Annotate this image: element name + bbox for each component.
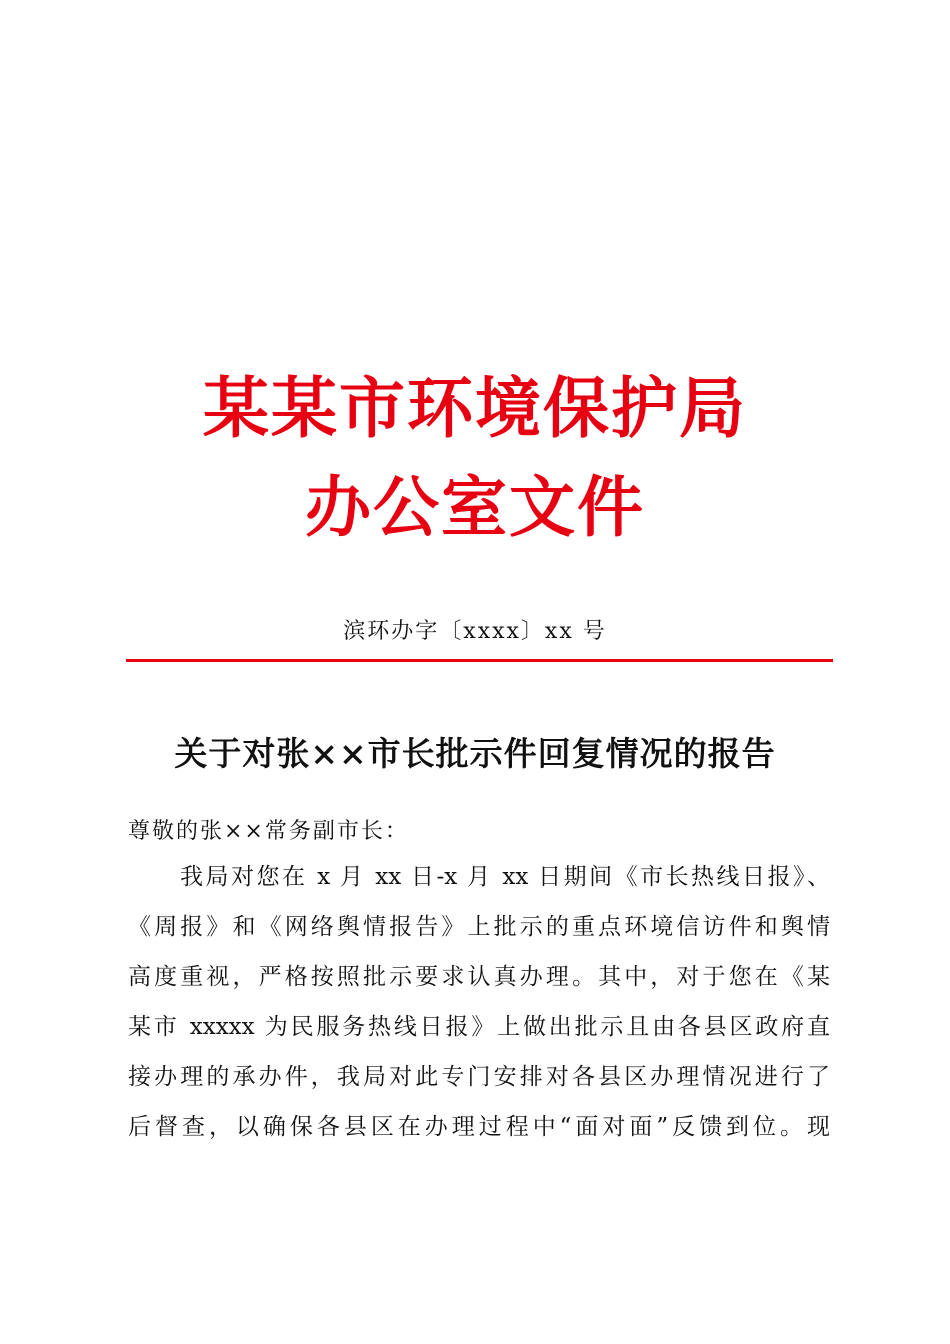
report-title: 关于对张××市长批示件回复情况的报告 — [174, 734, 776, 773]
body-line: 某市 xxxxx 为民服务热线日报》上做出批示且由各县区政府直 — [128, 1014, 830, 1040]
body-line: 接办理的承办件，我局对此专门安排对各县区办理情况进行了 — [128, 1064, 830, 1090]
salutation: 尊敬的张××常务副市长： — [128, 819, 409, 844]
document-number: 滨环办字〔xxxx〕xx 号 — [343, 619, 607, 644]
red-divider — [126, 659, 833, 662]
body-line: 我局对您在 x 月 xx 日-x 月 xx 日期间《市长热线日报》、 — [180, 864, 830, 890]
body-line: 后督查，以确保各县区在办理过程中“面对面”反馈到位。现 — [128, 1114, 830, 1140]
body-line: 《周报》和《网络舆情报告》上批示的重点环境信访件和舆情 — [128, 914, 830, 940]
body-line: 高度重视，严格按照批示要求认真办理。其中，对于您在《某 — [128, 964, 830, 990]
header-title-line1: 某某市环境保护局 — [203, 369, 747, 447]
header-title-line2: 办公室文件 — [305, 468, 645, 546]
